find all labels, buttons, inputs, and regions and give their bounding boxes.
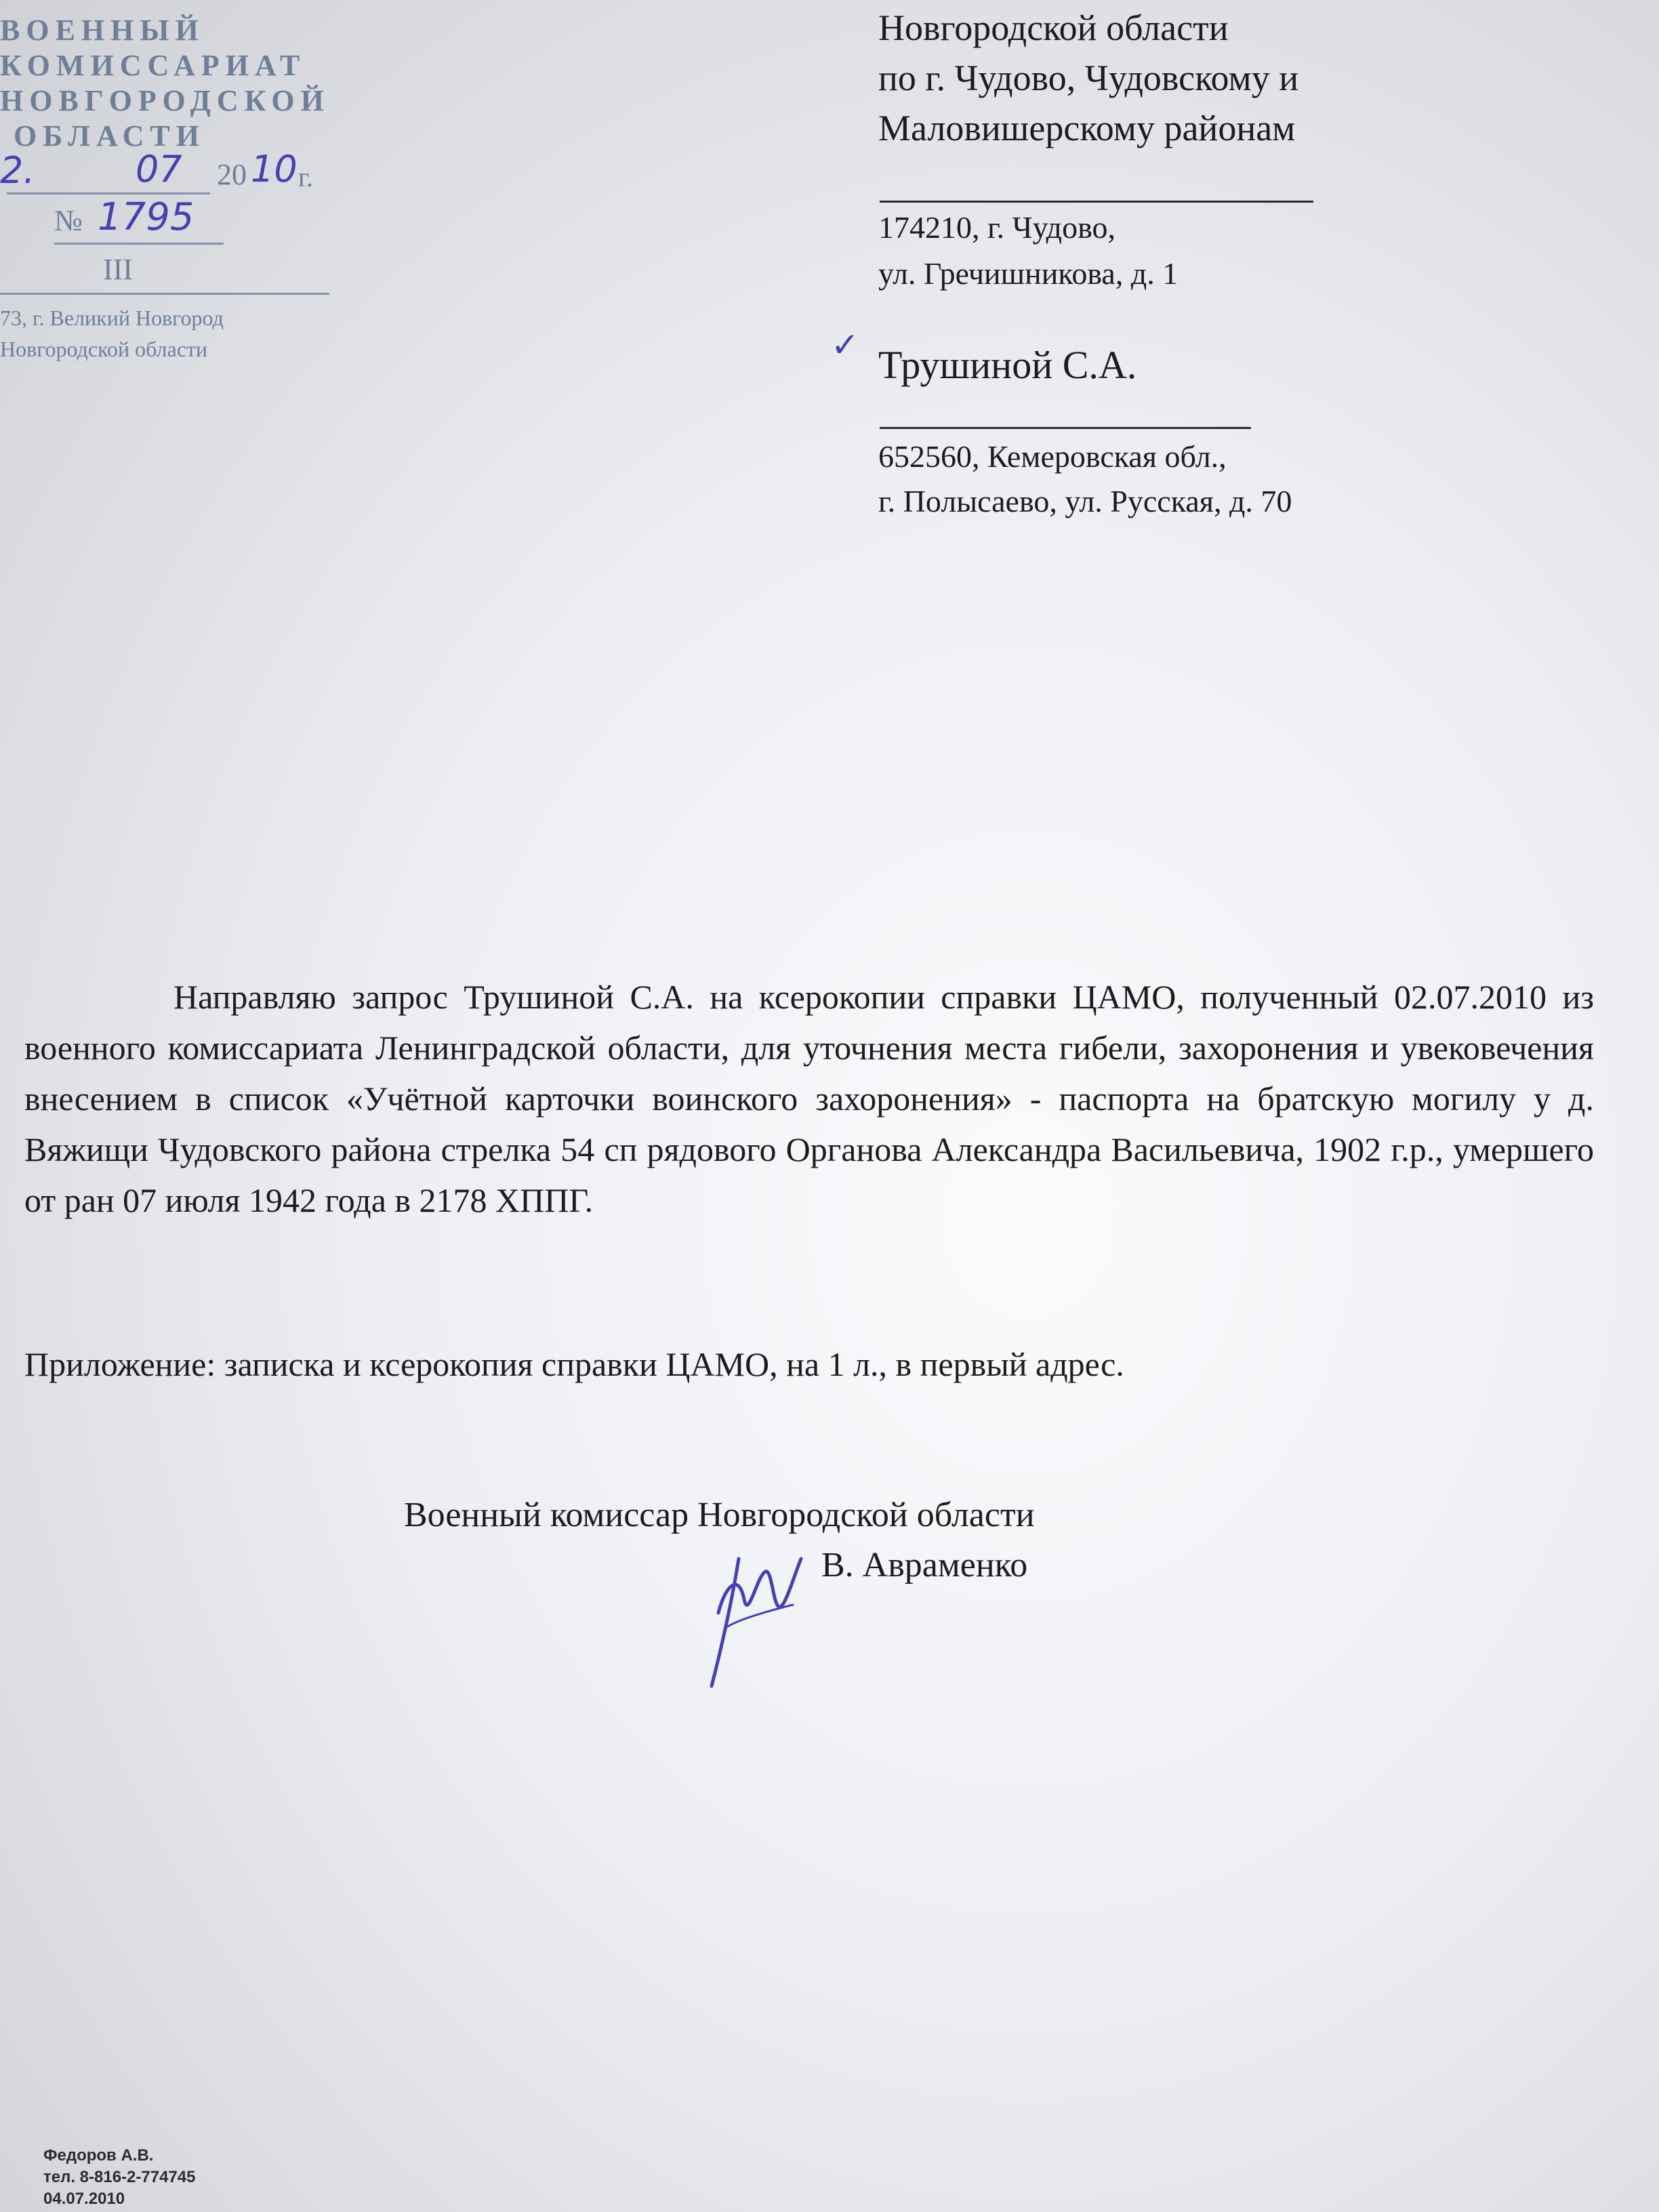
signatory-name: В. Авраменко <box>821 1546 1028 1584</box>
body-paragraph: Направляю запрос Трушиной С.А. на ксерокопии справки ЦАМО, полученный 02.07.2010 из военного комиссариата Ленинградской области, для уточнения места гибели, захоронения и увековечения внесением в список «Учётной карточки воинского захоронения» - паспорта на братскую могилу у д. Вяжищи Чудовского района стрелка 54 сп рядового Органова Александра Васильевича, 1902 г.р., умершего от ран 07 июля 1942 года в 2178 ХППГ. <box>24 978 1594 1219</box>
addressee-line-3: Маловишерскому районам <box>878 108 1296 148</box>
stamp-date-underline <box>7 192 210 194</box>
recipient-address-2: г. Полысаево, ул. Русская, д. 70 <box>878 484 1292 518</box>
stamp-number-underline <box>54 243 224 245</box>
addressee-line-1: Новгородской области <box>878 7 1229 48</box>
recipient-name: Трушиной С.А. <box>878 343 1137 387</box>
stamp-number: 1795 <box>98 195 194 239</box>
stamp-line-1: ВОЕННЫЙ <box>0 14 205 47</box>
stamp-date-year-suffix: 10 <box>251 148 298 190</box>
attachment-line: Приложение: записка и ксерокопия справки ЦАМО, на 1 л., в первый адрес. <box>24 1345 1124 1383</box>
executor-phone: тел. 8-816-2-774745 <box>43 2168 196 2186</box>
stamp-date-g: г. <box>298 162 313 192</box>
executor-name: Федоров А.В. <box>43 2146 154 2165</box>
stamp-number-prefix: № <box>54 204 83 237</box>
stamp-date-year-prefix: 20 <box>217 158 247 191</box>
signatory-title: Военный комиссар Новгородской области <box>404 1496 1035 1534</box>
stamp-line-4: ОБЛАСТИ <box>14 119 205 152</box>
addressee-rule-1 <box>880 201 1313 203</box>
executor-date: 04.07.2010 <box>43 2190 125 2208</box>
stamp-region: Новгородской области <box>0 337 208 361</box>
addressee-line-2: по г. Чудово, Чудовскому и <box>878 58 1299 98</box>
stamp-date-month: 07 <box>136 148 182 190</box>
check-mark: ✓ <box>831 325 859 365</box>
stamp-city: 73, г. Великий Новгород <box>0 306 224 330</box>
addressee-address-1: 174210, г. Чудово, <box>878 210 1115 245</box>
handwritten-signature <box>691 1532 840 1694</box>
stamp-divider <box>0 293 329 295</box>
stamp-date-day: 2. <box>0 149 35 192</box>
stamp-roman: III <box>103 253 133 286</box>
addressee-rule-2 <box>880 427 1251 429</box>
stamp-line-2: КОМИССАРИАТ <box>0 49 306 82</box>
addressee-address-2: ул. Гречишникова, д. 1 <box>878 256 1179 291</box>
stamp-line-3: НОВГОРОДСКОЙ <box>0 84 330 117</box>
recipient-address-1: 652560, Кемеровская обл., <box>878 439 1227 474</box>
